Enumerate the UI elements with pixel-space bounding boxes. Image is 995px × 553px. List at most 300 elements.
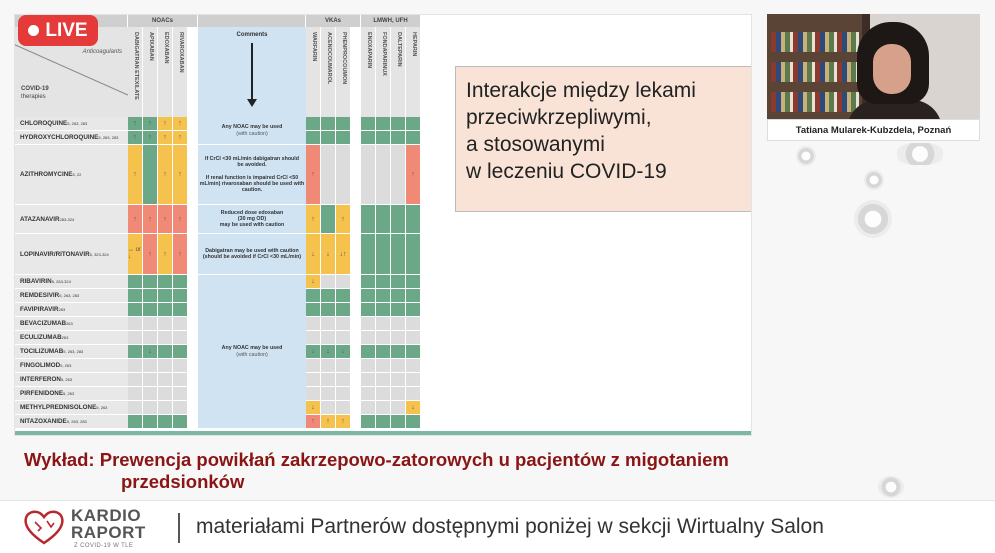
interaction-cell [128,359,143,373]
interaction-cell [376,117,391,131]
interaction-cell [336,117,351,131]
interaction-cell: ↑ [128,117,143,131]
bookshelf-books [771,32,859,52]
interaction-cell: ↑ [128,131,143,145]
comment-cell [198,145,306,205]
interaction-cell [376,234,391,275]
therapy-refs: 283-324 [59,216,75,222]
interaction-cell [158,345,173,359]
interaction-cell [128,317,143,331]
drug-column-header [406,27,421,117]
interaction-cell [406,387,421,401]
virus-decoration-icon [897,143,943,165]
speaker-name-caption: Tatiana Mularek-Kubzdela, Poznań [767,119,980,141]
interaction-cell: ↑ [173,131,188,145]
therapy-name: FINGOLIMOD [20,362,61,369]
interaction-cell [406,275,421,289]
comments-header [198,27,306,117]
live-dot-icon [28,25,39,36]
interaction-cell [143,145,158,205]
interaction-cell [361,317,376,331]
drug-column-label: EDOXABAN [163,32,169,64]
interaction-cell [336,387,351,401]
interaction-cell [321,387,336,401]
table-row-label [15,145,128,205]
interaction-cell: ↑ [306,145,321,205]
bookshelf-books [771,92,859,112]
therapy-name: CHLOROQUINE [20,120,68,127]
interaction-cell: ↑ [143,205,158,234]
down-arrow-head-icon [247,99,257,107]
drug-column-label: ACENOCOUMAROL [326,32,332,85]
therapy-refs: 5, 263, 283 [66,419,87,424]
interaction-cell [336,373,351,387]
interaction-cell [406,415,421,429]
interaction-cell [143,401,158,415]
interaction-cell [361,331,376,345]
comment-cell [198,205,306,234]
interaction-cell [158,415,173,429]
interaction-cell [391,415,406,429]
interaction-cell [321,117,336,131]
therapy-refs: 5, 22 [72,172,82,177]
comment-text: be avoided. [237,161,267,168]
interaction-cell: ↑ [158,145,173,205]
interaction-cell [128,415,143,429]
therapy-name: HYDROXYCHLOROQUINE [20,134,99,141]
comment-text: (should be avoided if CrCl <30 mL/min) [202,254,302,260]
drug-group-header: NOACs [128,15,198,27]
interaction-cell: ↑ [173,117,188,131]
interaction-cell [143,359,158,373]
interaction-cell [376,345,391,359]
interaction-cell [391,387,406,401]
interaction-cell [361,401,376,415]
comment-text: If renal function is impaired CrCl <50 mL/min) rivaroxaban should be used with caution. [199,174,305,194]
interaction-cell [391,359,406,373]
interaction-cell [321,145,336,205]
interaction-cell [391,131,406,145]
table-row-label [15,359,128,373]
interaction-cell [173,345,188,359]
interaction-cell [321,275,336,289]
header-blank [198,15,306,27]
interaction-cell [321,289,336,303]
interaction-cell [321,401,336,415]
slide-callout-box: Interakcje między lekami przeciwkrzepliwymi, a stosowanymi w leczeniu COVID-19 [455,66,752,212]
interaction-cell [336,401,351,415]
comment-cell [198,234,306,275]
virus-decoration-icon [796,146,816,166]
interaction-cell: ↑ [128,205,143,234]
therapy-refs: 263 [66,321,73,326]
lecture-title-line2: przedsionków [121,471,245,492]
interaction-cell: ↑ [143,131,158,145]
interaction-cell: ↑ [173,234,188,275]
interaction-cell [376,373,391,387]
therapy-name: METHYLPREDNISOLONE [20,404,97,411]
interaction-cell [321,131,336,145]
interaction-cell [406,131,421,145]
interaction-cell [391,303,406,317]
interaction-cell [361,275,376,289]
drug-column-label: WARFARIN [311,32,317,62]
therapy-refs: 5, 263 [60,363,72,368]
interaction-cell [406,373,421,387]
drug-column-label: APIXABAN [148,32,154,61]
interaction-cell: ↔ or ↓ [128,234,143,275]
interaction-cell [406,359,421,373]
interaction-cell [158,317,173,331]
interaction-cell [336,303,351,317]
interaction-cell [361,205,376,234]
interaction-cell [361,415,376,429]
drug-column-label: HEPARIN [411,32,417,57]
speaker-face [873,44,911,94]
table-row-label [15,117,128,131]
interaction-cell [143,331,158,345]
logo-subtitle: Z COVID-19 W TLE [74,543,134,549]
interaction-cell [173,415,188,429]
interaction-cell [143,289,158,303]
interaction-cell [158,401,173,415]
interaction-cell: ↓ [143,345,158,359]
drug-column-header [321,27,336,117]
interaction-cell [173,303,188,317]
interaction-cell [321,303,336,317]
interaction-cell [391,234,406,275]
down-arrow-icon [251,43,253,103]
interaction-cell [173,331,188,345]
interaction-cell: ↑ [128,145,143,205]
table-row-label [15,289,128,303]
interaction-cell [406,289,421,303]
therapy-name: RIBAVIRIN [20,278,52,285]
table-row-label [15,387,128,401]
corner-therapies-line1: COVID-19 [21,86,49,92]
interaction-cell [306,117,321,131]
comment-text: may be used with caution [219,222,285,229]
table-row-label [15,303,128,317]
interaction-cell [361,359,376,373]
interaction-cell [376,303,391,317]
interaction-cell [321,359,336,373]
comment-cell [198,117,306,145]
interaction-cell [173,401,188,415]
interaction-cell [306,317,321,331]
comments-header-label: Comments [236,32,268,38]
table-row-label [15,275,128,289]
heart-logo-icon [23,509,65,545]
interaction-cell [391,345,406,359]
interaction-cell [361,373,376,387]
interaction-cell [376,331,391,345]
interaction-cell [158,359,173,373]
footer-ticker: materiałami Partnerów dostępnymi poniżej w sekcji Wirtualny Salon [196,515,824,538]
interaction-cell [173,387,188,401]
therapy-refs: 263 [58,307,66,312]
therapy-name: NITAZOXANIDE [20,418,67,425]
interaction-cell: ↓ [306,401,321,415]
interaction-cell [361,303,376,317]
interaction-cell: ↑ [158,131,173,145]
interaction-cell [143,303,158,317]
interaction-cell [361,131,376,145]
interaction-cell [306,303,321,317]
slide-bottom-bar [15,431,751,435]
drug-column-label: RIVAROXABAN [178,32,184,73]
interaction-cell [336,331,351,345]
interaction-cell [406,234,421,275]
interaction-cell [321,317,336,331]
therapy-name: LOPINAVIR/RITONAVIR [20,250,90,258]
interaction-cell [376,401,391,415]
bookshelf-books [771,62,859,82]
therapy-refs: 5, 263 [60,377,73,382]
webcam-bookshelf [767,14,862,129]
drug-group-header: LMWH, UFH [361,15,421,27]
interaction-cell [321,331,336,345]
comment-text: (30 mg OD) [237,215,267,222]
drug-column-header [361,27,376,117]
interaction-cell [391,145,406,205]
therapy-name: TOCILIZUMAB [20,348,64,355]
therapy-name: FAVIPIRAVIR [20,306,59,313]
table-row-label [15,415,128,429]
interaction-cell [128,373,143,387]
therapy-name: PIRFENIDONE [20,390,64,397]
interaction-cell: ↑ [336,205,351,234]
table-row-label [15,401,128,415]
interaction-cell [158,289,173,303]
drug-column-label: FONDAPARINUX [381,32,387,76]
drug-column-header [143,27,158,117]
comment-subtext: (with caution) [236,351,268,358]
comment-text: Any NOAC may be used [221,124,283,131]
interaction-cell [128,303,143,317]
interaction-cell: ↑ [406,145,421,205]
interaction-cell [173,317,188,331]
interaction-cell [361,345,376,359]
interaction-cell [128,387,143,401]
speaker-avatar [857,22,929,122]
therapy-refs: 263 [61,335,69,340]
therapy-refs: 5, 263 [63,391,75,396]
interaction-cell: ↓ [306,275,321,289]
interaction-cell [376,205,391,234]
corner-therapies [21,85,49,101]
drug-column-label: ENOXAPARIN [366,32,372,69]
interaction-cell [158,387,173,401]
interaction-cell [406,345,421,359]
interaction-cell: ↑ [143,117,158,131]
interaction-cell [406,205,421,234]
interaction-cell: ↓ [306,345,321,359]
table-row-label [15,131,128,145]
therapy-refs: 5, 263, 283 [98,135,119,140]
table-row-label [15,345,128,359]
interaction-cell [336,317,351,331]
interaction-cell [158,331,173,345]
interaction-cell [306,289,321,303]
therapy-refs: 5, 263 [96,405,108,410]
drug-column-header [128,27,143,117]
interaction-cell [361,234,376,275]
therapy-name: REMDESIVIR [20,292,60,299]
table-row-label [15,234,128,275]
interaction-cell [376,275,391,289]
table-row-label [15,331,128,345]
interaction-cell [361,289,376,303]
lecture-title [24,449,954,493]
interaction-cell: ↑ [158,234,173,275]
lecture-title-line1: Wykład: Prewencja powikłań zakrzepowo-zatorowych u pacjentów z migotaniem [24,449,729,470]
interaction-cell: ↑ [158,205,173,234]
table-row-label [15,317,128,331]
interaction-cell [391,317,406,331]
interaction-cell [306,387,321,401]
interaction-cell [376,415,391,429]
interaction-cell: ↓ [321,234,336,275]
therapy-refs: 5, 263, 283 [63,349,84,354]
comment-text: If CrCl <30 mL/min dabigatran should [204,155,300,162]
interaction-cell [128,331,143,345]
presentation-slide [14,14,752,436]
interaction-cell [391,117,406,131]
therapy-refs: 5, 263, 283 [59,293,80,298]
drug-column-header [173,27,188,117]
interaction-cell: ↑ [336,415,351,429]
therapy-refs: 5, 263-324 [51,279,71,284]
interaction-cell [391,331,406,345]
corner-anticoagulants: Anticoagulants [82,49,122,55]
therapy-refs: 5, 263, 283 [67,121,88,126]
interaction-cell [406,317,421,331]
table-row-label [15,205,128,234]
interaction-cell [173,359,188,373]
drug-column-header [376,27,391,117]
interaction-cell [376,317,391,331]
interaction-cell [391,275,406,289]
therapy-name: ECULIZUMAB [20,334,62,341]
interaction-cell: ↓ [336,345,351,359]
interaction-cell [376,387,391,401]
footer-bar [0,500,995,553]
interaction-cell [306,331,321,345]
footer-separator [178,513,180,543]
drug-group-header: VKAs [306,15,361,27]
interaction-cell [376,359,391,373]
therapy-name: INTERFERON [20,376,61,383]
drug-column-header [336,27,351,117]
interaction-cell [321,205,336,234]
comment-text: Dabigatran may be used with caution [205,247,299,254]
drug-column-label: PHENPROCOUMON [341,32,347,85]
virus-decoration-icon [854,200,892,238]
interaction-cell [143,387,158,401]
interaction-cell: ↑ [306,415,321,429]
interaction-cell [306,359,321,373]
interaction-cell [376,131,391,145]
interaction-cell [143,317,158,331]
drug-column-header [391,27,406,117]
interaction-cell [361,117,376,131]
logo-text-kardio: KARDIO [71,506,142,525]
comment-text: Any NOAC may be used [221,345,283,352]
interaction-cell: ↓ [406,401,421,415]
interaction-cell [173,373,188,387]
interaction-cell: ↑ [173,145,188,205]
live-badge [18,15,98,46]
logo-text-raport: RAPORT [71,523,146,542]
interaction-cell [361,387,376,401]
interaction-cell [143,275,158,289]
interaction-cell [391,205,406,234]
therapy-refs: 5, 323-324 [89,251,109,257]
interaction-cell [143,373,158,387]
therapy-name: AZITHROMYCINE [20,171,73,178]
drug-column-header [158,27,173,117]
comment-subtext: (with caution) [236,130,268,137]
interaction-cell [306,131,321,145]
interaction-cell [158,373,173,387]
interaction-cell [321,373,336,387]
therapy-name: BEVACIZUMAB [20,320,67,327]
interaction-cell [143,415,158,429]
interaction-cell [128,401,143,415]
interaction-cell [128,275,143,289]
interaction-cell: ↓↑ [336,234,351,275]
interaction-cell [128,289,143,303]
interaction-cell [376,145,391,205]
interaction-cell [158,275,173,289]
interaction-cell [158,303,173,317]
drug-column-label: DABIGATRAN ETEXILATE [133,32,139,100]
therapy-name: ATAZANAVIR [20,215,60,223]
interaction-cell [336,289,351,303]
comment-text: Reduced dose edoxaban [220,209,284,216]
interaction-cell: ↑ [173,205,188,234]
interaction-cell [406,331,421,345]
interaction-cell [336,131,351,145]
interaction-cell [336,145,351,205]
interaction-cell: ↑ [306,205,321,234]
interaction-cell [391,401,406,415]
interaction-cell: ↓ [321,345,336,359]
interaction-cell [406,303,421,317]
interaction-cell [406,117,421,131]
interaction-cell [336,275,351,289]
interaction-cell: ↑ [321,415,336,429]
drug-column-label: DALTEPARIN [396,32,402,67]
drug-column-header [306,27,321,117]
interaction-cell: ↑ [143,234,158,275]
live-label: LIVE [45,19,88,41]
interaction-cell [128,345,143,359]
interaction-cell [336,359,351,373]
interaction-cell [376,289,391,303]
interaction-cell [391,373,406,387]
interaction-cell [173,289,188,303]
comment-cell [198,275,306,429]
interaction-cell: ↓ [306,234,321,275]
interaction-cell [361,145,376,205]
interaction-cell [391,289,406,303]
interaction-cell: ↑ [158,117,173,131]
corner-therapies-line2: therapies [21,94,46,100]
interaction-cell [173,275,188,289]
interaction-cell [306,373,321,387]
